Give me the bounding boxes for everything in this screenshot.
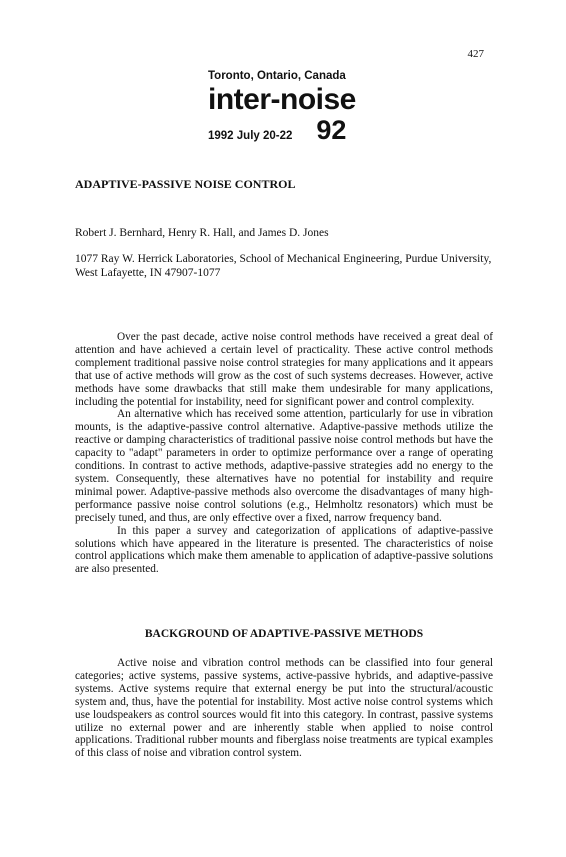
- conference-header: [208, 70, 378, 143]
- conference-dates: 1992 July 20-22: [208, 130, 293, 142]
- page-number: 427: [467, 48, 484, 60]
- paper-authors: Robert J. Bernhard, Henry R. Hall, and James D. Jones: [75, 227, 329, 239]
- abstract-paragraph: An alternative which has received some attention, particularly for use in vibration mounts, is the adaptive-passive control alternative. Adaptive-passive methods utilize the reactive or damping characteristics of traditional passive noise control methods but have the capacity to "adapt" parameters in order to optimize performance over a range of operating conditions. In contrast to active methods, adaptive-passive strategies add no energy to the system. Consequently, these alternatives have no potential for instability and require minimal power. Adaptive-passive methods also overcome the disadvantages of many high-performance passive noise control solutions (e.g., Helmholtz resonators) which must be precisely tuned, and thus, are only effective over a fixed, narrow frequency band.: [75, 408, 493, 524]
- abstract-paragraph: Over the past decade, active noise control methods have received a great deal of attention and have achieved a certain level of practicality. These active control methods complement traditional passive noise control strategies for many applications and it appears that use of active methods will grow as the cost of such systems decreases. However, active methods have some drawbacks that still make them undesirable for many applications, including the potential for instability, need for significant power and control complexity.: [75, 331, 493, 408]
- conference-date-row: [208, 117, 378, 143]
- section-body: [75, 657, 493, 760]
- paper-affiliation: 1077 Ray W. Herrick Laboratories, School of Mechanical Engineering, Purdue University, West Lafayette, IN 47907-1077: [75, 253, 492, 279]
- abstract: [75, 331, 493, 576]
- section-paragraph: Active noise and vibration control methods can be classified into four general categories; active systems, passive systems, active-passive hybrids, and adaptive-passive systems. Active systems require that external energy be put into the structural/acoustic system and, thus, have the potential for instability. Most active noise control systems which use loudspeakers as control sources would fit into this category. In contrast, passive systems utilize no external power and are inherently stable when applied to noise control applications. Traditional rubber mounts and fiberglass noise treatments are typical examples of this class of noise and vibration control system.: [75, 657, 493, 760]
- conference-logo: inter-noise: [208, 83, 356, 116]
- abstract-paragraph: In this paper a survey and categorization of applications of adaptive-passive solutions which have appeared in the literature is presented. The characteristics of noise control applications which make them amenable to application of adaptive-passive solutions are also presented.: [75, 524, 493, 576]
- conference-location: Toronto, Ontario, Canada: [208, 70, 346, 82]
- paper-title: ADAPTIVE-PASSIVE NOISE CONTROL: [75, 177, 296, 191]
- section-heading: BACKGROUND OF ADAPTIVE-PASSIVE METHODS: [144, 628, 424, 640]
- conference-year: 92: [316, 115, 347, 145]
